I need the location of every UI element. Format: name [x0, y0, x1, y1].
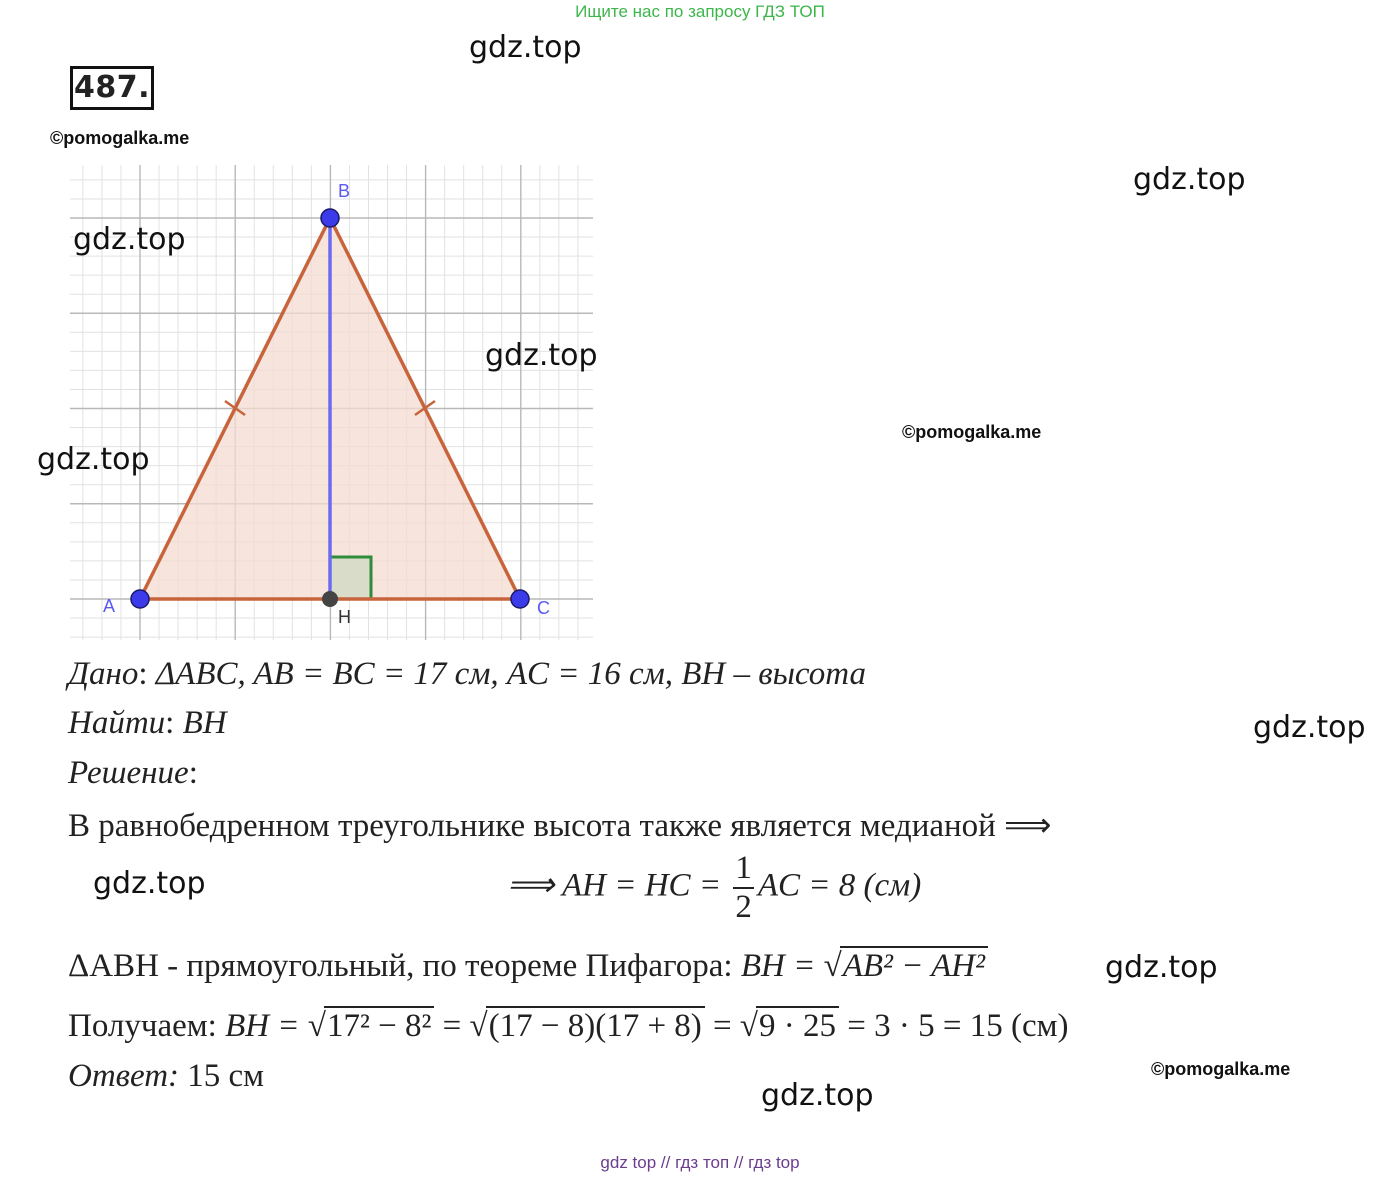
line3-math: BH = — [740, 948, 824, 984]
fraction-one-half — [733, 852, 754, 924]
line4-radicand-2: (17 − 8)(17 + 8) — [486, 1006, 705, 1045]
line4-b: = — [434, 1008, 470, 1044]
given-expression: ΔABC, AB = BC = 17 см, AC = 16 см, BH – высота — [155, 656, 866, 692]
answer-label: Ответ: — [68, 1058, 180, 1094]
footer-links[interactable]: gdz top // гдз топ // гдз top — [600, 1153, 800, 1172]
solution-line-1: В равнобедренном треугольнике высота также является медианой ⟹ — [68, 808, 1052, 844]
right-angle-marker — [330, 557, 371, 599]
line2-right: AC = 8 (см) — [757, 867, 922, 904]
given-label: Дано — [68, 656, 139, 692]
point-b — [321, 209, 339, 227]
line2-left: ⟹ AH = HC = — [507, 867, 730, 904]
solution-line-4 — [68, 1006, 1069, 1045]
answer-line — [68, 1058, 264, 1095]
watermark: gdz.top — [485, 338, 598, 373]
answer-value: 15 см — [187, 1058, 265, 1094]
line3-radicand: AB² − AH² — [840, 946, 988, 985]
fraction-denominator: 2 — [735, 889, 752, 925]
copyright-label: ©pomogalka.me — [1151, 1059, 1291, 1079]
label-h: H — [338, 607, 351, 627]
solution-label: Решение — [68, 755, 189, 791]
fraction-numerator: 1 — [733, 852, 754, 889]
sqrt-sign: √ — [307, 1008, 326, 1044]
line3-text: ΔABH - прямоугольный, по теореме Пифагора: — [68, 948, 741, 984]
point-h — [322, 591, 338, 607]
find-label: Найти — [68, 705, 166, 741]
line4-a: BH = — [225, 1008, 308, 1044]
watermark: gdz.top — [37, 442, 150, 477]
solution-heading: Решение: — [68, 755, 198, 791]
line4-c: = — [704, 1008, 740, 1044]
watermark: gdz.top — [93, 866, 206, 901]
line4-radicand-3: 9 · 25 — [756, 1006, 839, 1045]
watermark: gdz.top — [469, 30, 582, 65]
task-number: 487. — [70, 66, 154, 110]
solution-line-2 — [507, 852, 921, 924]
copyright-label: ©pomogalka.me — [50, 128, 190, 148]
point-a — [131, 590, 149, 608]
watermark: gdz.top — [1253, 710, 1366, 745]
copyright-label: ©pomogalka.me — [902, 422, 1042, 442]
search-banner[interactable]: Ищите нас по запросу ГДЗ ТОП — [575, 2, 825, 21]
find-line: Найти: BH — [68, 705, 227, 741]
line4-text: Получаем: — [68, 1008, 226, 1044]
label-c: C — [537, 598, 550, 618]
label-b: B — [338, 181, 351, 201]
watermark: gdz.top — [1105, 950, 1218, 985]
solution-line-3 — [68, 946, 988, 985]
given-line: Дано: ΔABC, AB = BC = 17 см, AC = 16 см, BH – высота — [68, 656, 866, 692]
watermark: gdz.top — [73, 222, 186, 257]
find-expression: BH — [182, 705, 227, 741]
sqrt-sign: √ — [823, 948, 842, 984]
line4-radicand-1: 17² − 8² — [324, 1006, 434, 1045]
label-a: A — [103, 596, 116, 616]
sqrt-sign: √ — [469, 1008, 488, 1044]
watermark: gdz.top — [761, 1078, 874, 1113]
line4-d: = 3 · 5 = 15 (см) — [839, 1008, 1069, 1044]
sqrt-sign: √ — [739, 1008, 759, 1044]
point-c — [511, 590, 529, 608]
watermark: gdz.top — [1133, 162, 1246, 197]
